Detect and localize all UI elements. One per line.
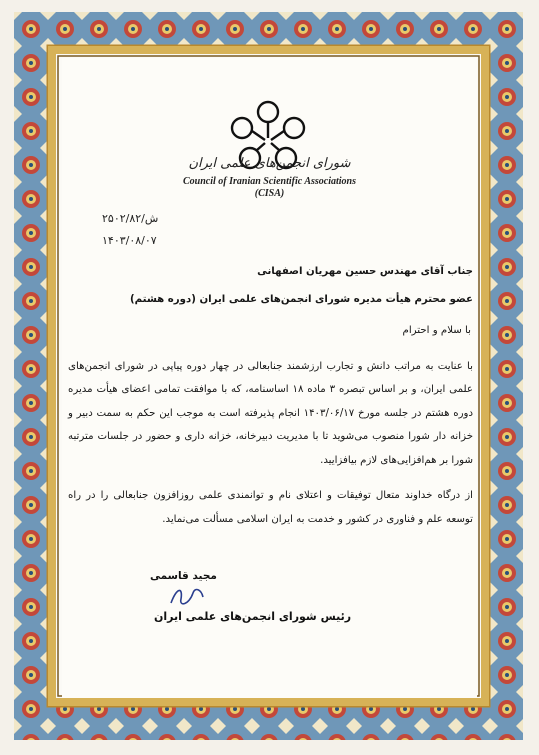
greeting: با سلام و احترام [402, 325, 471, 336]
paragraph-closing: از درگاه خداوند متعال توفیقات و اعتلای نام و توانمندی علمی روزافزون جنابعالی را در راه توسعه علم و فناوری در کشور و خدمت به ایران اسلامی مسألت می‌نماید. [68, 490, 473, 525]
reference-date: ۱۴۰۳/۰۸/۰۷ [102, 234, 157, 247]
letter-text [68, 260, 473, 531]
addressee-role: عضو محترم هیأت مدیره شورای انجمن‌های علمی ایران (دوره هشتم) [130, 293, 473, 305]
signatory-name: مجید قاسمی [150, 570, 217, 582]
org-name-persian: شورای انجمن‌های علمی ایران [188, 156, 351, 171]
signatory-title: رئیس شورای انجمن‌های علمی ایران [154, 610, 352, 623]
org-abbreviation: (CISA) [254, 188, 285, 199]
cisa-logo-icon [224, 98, 312, 186]
org-name-english [62, 176, 477, 200]
letter-body-area [62, 58, 477, 698]
addressee: جناب آقای مهندس حسین مهریان اصفهانی [257, 266, 473, 277]
org-name-english-line: Council of Iranian Scientific Associations [183, 176, 356, 187]
reference-block [102, 208, 158, 252]
paragraph-main: با عنایت به مراتب دانش و تجارب ارزشمند جنابعالی در چهار دوره پیاپی در شورای انجمن‌های علمی ایران، و بر اساس تبصره ۳ ماده ۱۸ اساسنامه، که با موافقت تمامی اعضای هیأت مدیره دوره هشتم در جلسه مورخ ۱۴۰۳/۰۶/۱۷ انجام پذیرفته است به موجب این حکم به سمت دبیر و خزانه دار شورا منصوب می‌شوید تا با مدیریت دبیرخانه، خزانه داری و حضور در جلسات مترتبه شورا بر هم‌افزایی‌های لازم بیافزایید. [68, 360, 473, 466]
signature-scribble-icon [167, 583, 207, 609]
reference-number: ۲۵۰۲/ش/۸۲ [102, 212, 159, 225]
